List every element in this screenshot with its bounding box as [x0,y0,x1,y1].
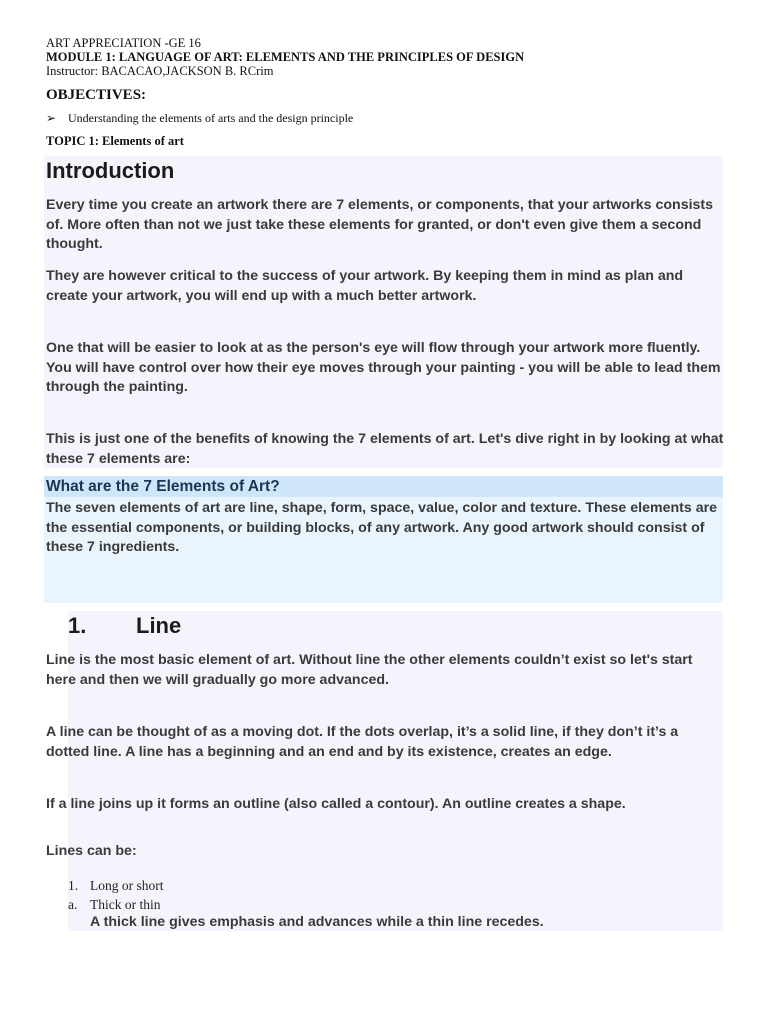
objectives-heading: OBJECTIVES: [46,87,147,103]
elements-paragraph: The seven elements of art are line, shape, form, space, value, color and texture. These elements are the essential components, or building blocks, of any artwork. Any good artwork should consist of these 7 ingredients. [46,500,718,555]
arrow-bullet-icon: ➢ [46,111,57,125]
elements-heading: What are the 7 Elements of Art? [46,478,280,495]
line-heading [68,613,181,639]
line-heading-text: Line [136,613,182,638]
list-marker: a. [68,897,78,912]
instructor-line: Instructor: BACACAO,JACKSON B. RCrim [46,64,274,78]
intro-paragraph: This is just one of the benefits of knowing the 7 elements of art. Let's dive right in by looking at what these 7 elements are: [46,431,724,467]
list-item-text: Long or short [90,878,164,893]
line-paragraph: A line can be thought of as a moving dot. If the dots overlap, it’s a solid line, if they don’t it’s a dotted line. A line has a beginning and an end and by its existence, creates an edge. [46,724,679,760]
intro-paragraph: One that will be easier to look at as the person's eye will flow through your artwork more fluently. You will have control over how their eye moves through your painting - you will be able to lead them through the painting. [46,340,721,395]
intro-paragraph: They are however critical to the success of your artwork. By keeping them in mind as plan and create your artwork, you will end up with a much better artwork. [46,268,684,304]
list-item [68,897,161,913]
list-item-text: Thick or thin [90,897,161,912]
objective-item [46,111,353,126]
line-paragraph: Line is the most basic element of art. Without line the other elements couldn’t exist so let's start here and then we will gradually go more advanced. [46,652,693,688]
list-item-description: A thick line gives emphasis and advances while a thin line recedes. [90,914,544,930]
topic-heading: TOPIC 1: Elements of art [46,134,184,148]
line-heading-number: 1. [68,613,87,638]
objective-text: Understanding the elements of arts and the design principle [68,111,354,125]
line-paragraph: If a line joins up it forms an outline (also called a contour). An outline creates a shape. [46,796,626,812]
module-title: MODULE 1: LANGUAGE OF ART: ELEMENTS AND THE PRINCIPLES OF DESIGN [46,50,525,64]
list-item [68,878,164,894]
line-paragraph: Lines can be: [46,843,137,859]
course-title: ART APPRECIATION -GE 16 [46,36,201,50]
intro-paragraph: Every time you create an artwork there are 7 elements, or components, that your artworks consists of. More often than not we just take these elements for granted, or don't even give them a second thought. [46,197,714,252]
list-marker: 1. [68,878,79,893]
intro-heading: Introduction [46,158,175,183]
